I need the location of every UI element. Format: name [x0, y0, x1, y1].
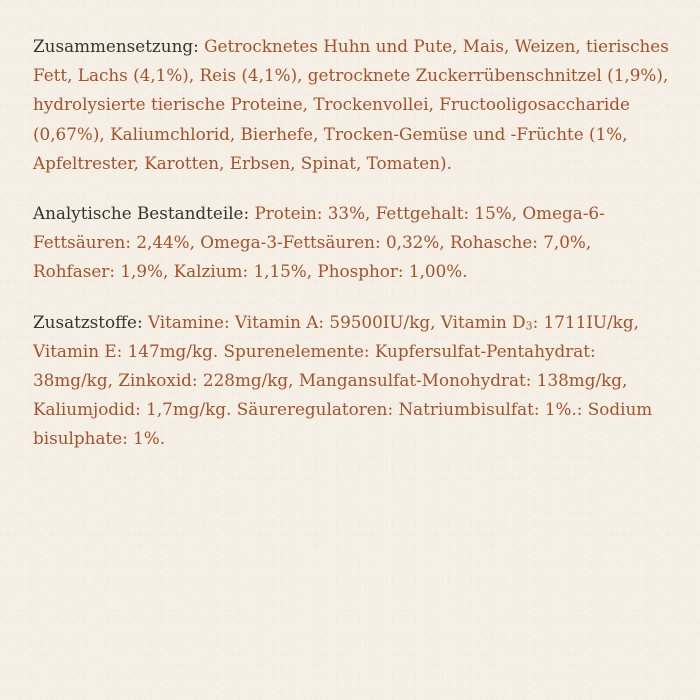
vitamin-d-subscript: 3: [525, 319, 533, 333]
additives-paragraph: [33, 308, 673, 454]
additives-text-part2: : 1711IU/kg, Vitamin E: 147mg/kg. Spurenelemente: Kupfersulfat-Pentahydrat: 38mg/kg, Zinkoxid: 228mg/kg, Mangansulfat-Monohydrat: 138mg/kg, Kaliumjodid: 1,7mg/kg. Säureregulatoren: Natriumbisulfat: 1%.: Sodium bisulphate: 1%.: [33, 311, 653, 449]
analytical-label: Analytische Bestandteile:: [33, 203, 250, 224]
additives-text-part1: Vitamine: Vitamin A: 59500IU/kg, Vitamin D: [147, 311, 526, 332]
additives-label: Zusatzstoffe:: [33, 311, 143, 332]
ingredients-panel: [33, 32, 673, 475]
composition-text: Getrocknetes Huhn und Pute, Mais, Weizen, tierisches Fett, Lachs (4,1%), Reis (4,1%), getrocknete Zuckerrübenschnitzel (1,9%), hydrolysierte tierische Proteine, Trockenvollei, Fructooligosaccharide (0,67%), Kaliumchlorid, Bierhefe, Trocken-Gemüse und -Früchte (1%, Apfeltrester, Karotten, Erbsen, Spinat, Tomaten).: [33, 36, 669, 173]
composition-paragraph: [33, 32, 673, 178]
composition-label: Zusammensetzung:: [33, 36, 199, 56]
analytical-text: Protein: 33%, Fettgehalt: 15%, Omega-6-Fettsäuren: 2,44%, Omega-3-Fettsäuren: 0,32%, Rohasche: 7,0%, Rohfaser: 1,9%, Kalzium: 1,15%, Phosphor: 1,00%.: [33, 203, 605, 282]
analytical-paragraph: [33, 199, 673, 287]
